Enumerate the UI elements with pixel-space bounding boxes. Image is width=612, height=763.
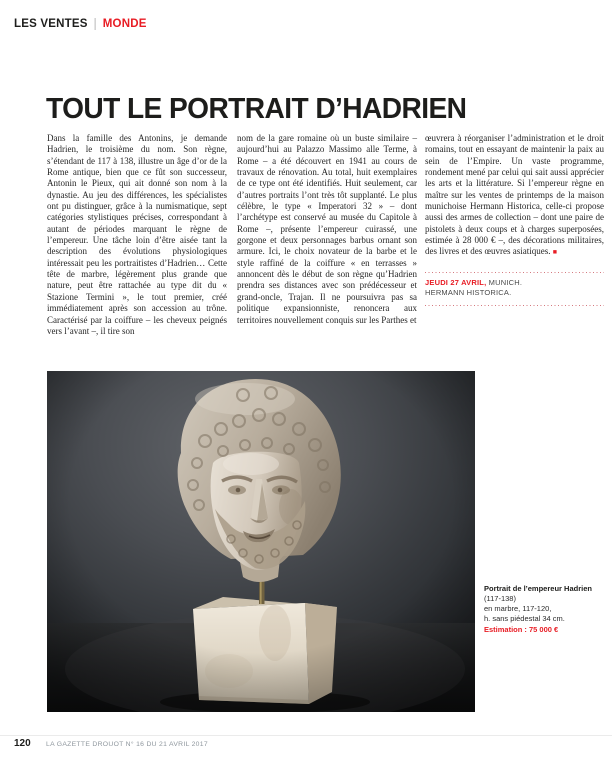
sale-city: MUNICH. [488,278,523,287]
photo-vignette [47,371,475,712]
section-divider: | [93,17,97,31]
section-header [14,18,147,30]
footer-divider [0,735,612,736]
hadrian-bust-photo [47,371,475,712]
caption-material: en marbre, 117-120, [484,604,552,613]
auction-house: HERMANN HISTORICA. [425,288,512,297]
article-column-3 [425,133,604,259]
sale-info-text [425,273,604,304]
sale-date: JEUDI 27 AVRIL, [425,278,487,287]
caption-estimation: Estimation : 75 000 € [484,625,559,634]
sale-info-block [425,271,604,306]
article-column-3-text: œuvrera à réorganiser l’administration et le droit romains, tout en essayant de maintenir la paix au sein de l’Empire. Un vaste programme, rondement mené par celui qui sait aussi apprécier les arts et la littérature. Si l’empereur règne en maître sur les ventes de printemps de la maison munichoise Hermann Historica, celle-ci propose aussi des armes de collection – dont une paire de pistolets à deux coups et à charges superposées, estimée à 28 000 € –, des décorations militaires, des livres et des œuvres asiatiques. [425,133,604,257]
caption-title: Portrait de l’empereur Hadrien (117-138) [484,584,592,603]
article-column-1: Dans la famille des Antonins, je demande Hadrien, le troisième du nom. Son règne, s’étendant de 117 à 138, illustre un âge d’or de la Rome antique, bien que ce fût son successeur, Antonin le Pieux, qui ait donné son nom à la dynastie. Au jeu des différences, les spécialistes ont pu distinguer, grâce à la numismatique, sept catégories stylistiques précises, correspondant à autant de périodes marquant le règne de l’empereur. Une tâche loin d’être aisée tant la description des évolutions physiologiques intéressait peu les portraitistes d’Hadrien… Cette tête de marbre, légèrement plus grande que nature, peut être rattachée au type dit du « Stazione Termini », le tout premier, créé immédiatement après son accession au trône. Caractérisé par la coiffure – les cheveux peignés vers l’avant –, il tire son [47,133,227,336]
caption-dates: (117-138) [484,594,516,603]
dotted-rule-bottom [425,304,604,306]
article-end-square-icon: ■ [552,249,557,257]
caption-dimensions: h. sans piédestal 34 cm. [484,614,565,623]
page-title: TOUT LE PORTRAIT D’HADRIEN [46,93,467,126]
magazine-issue-label: LA GAZETTE DROUOT N° 16 DU 21 AVRIL 2017 [46,741,208,748]
article-column-2: nom de la gare romaine où un buste similaire – aujourd’hui au Palazzo Massimo alle Terme, à Rome – a été découvert en 1941 au cours de travaux de rénovation. Au total, huit exemplaires de ce type ont été identifiés. Huit seulement, car d’autres portraits l’ont très tôt supplanté. Le plus célèbre, le type « Imperatori 32 » – dont l’archétype est conservé au musée du Capitole à Rome –, présente l’empereur cuirassé, une gorgone et deux personnages barbus ornant son armure. Ici, le choix novateur de la barbe et le style raffiné de la coiffure « en terrasses » annoncent dès le début de son règne qu’Hadrien prendra ses distances avec son prédécesseur et grand-oncle, Trajan. Il ne poursuivra pas sa politique expansionniste, renoncera aux territoires nouvellement conquis sur les Parthes et [237,133,417,325]
bust-illustration [47,371,475,712]
photo-caption [484,584,598,635]
page-number: 120 [14,738,31,749]
section-label: LES VENTES [14,18,88,30]
subsection-label: MONDE [102,18,147,30]
